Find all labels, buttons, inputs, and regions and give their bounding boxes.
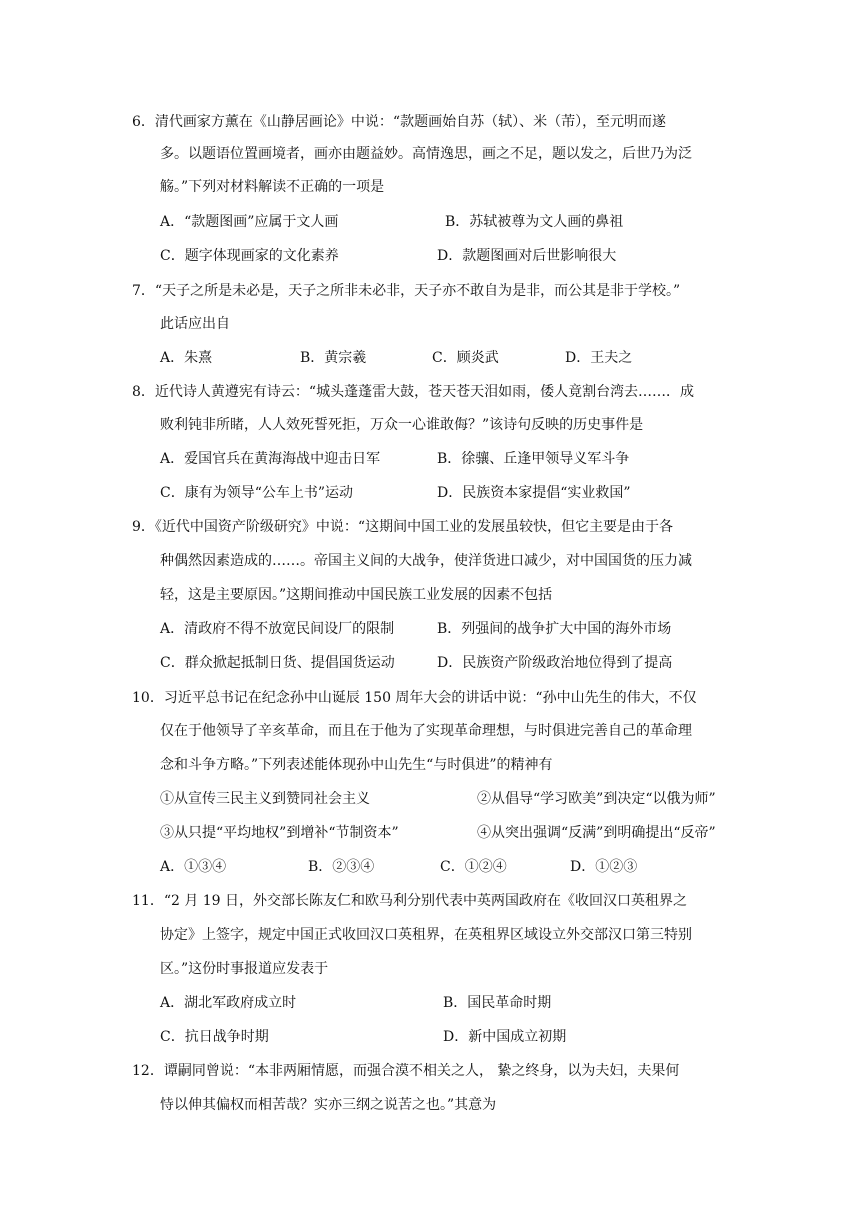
question-10-line-1: 10．习近平总书记在纪念孙中山诞辰 150 周年大会的讲话中说：“孙中山先生的伟大，不仅: [132, 690, 697, 706]
question-9-line-2: 种偶然因素造成的……。帝国主义间的大战争，使洋货进口减少，对中国国货的压力减: [160, 553, 692, 569]
question-9-line-3: 轻，这是主要原因。”这期间推动中国民族工业发展的因素不包括: [160, 587, 553, 603]
question-6-option-c[interactable]: C．题字体现画家的文化素养: [160, 248, 339, 264]
question-6-option-d[interactable]: D．款题图画对后世影响很大: [437, 248, 617, 264]
question-10-option-a[interactable]: A．①③④: [160, 859, 227, 875]
question-10-option-b[interactable]: B．②③④: [308, 859, 375, 875]
question-11-option-d[interactable]: D．新中国成立初期: [443, 1029, 567, 1045]
question-9-option-c[interactable]: C．群众掀起抵制日货、提倡国货运动: [160, 655, 395, 671]
question-11-line-1: 11．“2 月 19 日，外交部长陈友仁和欧马利分别代表中英两国政府在《收回汉口英租界之: [132, 893, 688, 909]
question-10-option-c[interactable]: C．①②④: [440, 859, 507, 875]
question-8-option-a[interactable]: A．爱国官兵在黄海海战中迎击日军: [160, 451, 381, 467]
question-10-line-2: 仅在于他领导了辛亥革命，而且在于他为了实现革命理想，与时俱进完善自己的革命理: [160, 723, 692, 739]
question-6-option-b[interactable]: B．苏轼被尊为文人画的鼻祖: [445, 214, 624, 230]
question-12-line-2: 恃以伸其偏权而相苦哉？实亦三纲之说苦之也。”其意为: [160, 1097, 497, 1113]
question-6-option-a[interactable]: A．“款题图画”应属于文人画: [160, 214, 339, 230]
question-9-line-1: 9．《近代中国资产阶级研究》中说：“这期间中国工业的发展虽较快，但它主要是由于各: [132, 519, 674, 535]
question-11-line-3: 区。”这份时事报道应发表于: [160, 961, 329, 977]
question-6-line-1: 6．清代画家方薰在《山静居画论》中说：“款题画始自苏（轼）、米（芾），至元明而遂: [132, 114, 667, 130]
question-10-statement-1: ①从宣传三民主义到赞同社会主义: [160, 791, 370, 807]
question-7-option-b[interactable]: B．黄宗羲: [300, 350, 367, 366]
question-9-option-b[interactable]: B．列强间的战争扩大中国的海外市场: [437, 621, 672, 637]
question-8-line-1: 8．近代诗人黄遵宪有诗云：“城头蓬蓬雷大鼓，苍天苍天泪如雨，倭人竟割台湾去……．成: [132, 384, 695, 400]
question-12-line-1: 12．谭嗣同曾说：“本非两厢情愿，而强合漠不相关之人， 絷之终身，以为夫妇，夫果何: [132, 1063, 680, 1079]
question-11-line-2: 协定》上签字，规定中国正式收回汉口英租界，在英租界区域设立外交部汉口第三特别: [160, 927, 692, 943]
question-6-line-3: 觞。”下列对材料解读不正确的一项是: [160, 179, 385, 195]
question-10-statement-4: ④从突出强调“反满”到明确提出“反帝”: [477, 825, 716, 841]
question-8-line-2: 败利钝非所睹，人人效死誓死拒，万众一心谁敢侮？”该诗句反映的历史事件是: [160, 417, 644, 433]
question-9-option-d[interactable]: D．民族资产阶级政治地位得到了提高: [437, 655, 673, 671]
question-10-statement-3: ③从只提“平均地权”到增补“节制资本”: [160, 825, 399, 841]
question-7-option-a[interactable]: A．朱熹: [160, 350, 213, 366]
question-11-option-a[interactable]: A．湖北军政府成立时: [160, 995, 297, 1011]
question-10-line-3: 念和斗争方略。”下列表述能体现孙中山先生“与时俱进”的精神有: [160, 757, 553, 773]
question-8-option-c[interactable]: C．康有为领导“公车上书”运动: [160, 485, 354, 501]
question-10-option-d[interactable]: D．①②③: [570, 859, 638, 875]
question-11-option-c[interactable]: C．抗日战争时期: [160, 1029, 269, 1045]
question-10-statement-2: ②从倡导“学习欧美”到决定“以俄为师”: [477, 791, 716, 807]
question-7-option-c[interactable]: C．顾炎武: [432, 350, 499, 366]
question-7-line-1: 7．“天子之所是未必是，天子之所非未必非，天子亦不敢自为是非，而公其是非于学校。”: [132, 283, 681, 299]
question-11-option-b[interactable]: B．国民革命时期: [443, 995, 552, 1011]
question-9-option-a[interactable]: A．清政府不得不放宽民间设厂的限制: [160, 621, 395, 637]
question-8-option-d[interactable]: D．民族资本家提倡“实业救国”: [437, 485, 631, 501]
question-8-option-b[interactable]: B．徐骧、丘逢甲领导义军斗争: [437, 451, 630, 467]
question-7-line-2: 此话应出自: [160, 316, 230, 332]
question-7-option-d[interactable]: D．王夫之: [565, 350, 633, 366]
question-6-line-2: 多。以题语位置画境者，画亦由题益妙。高情逸思，画之不足，题以发之，后世乃为泛: [160, 146, 692, 162]
